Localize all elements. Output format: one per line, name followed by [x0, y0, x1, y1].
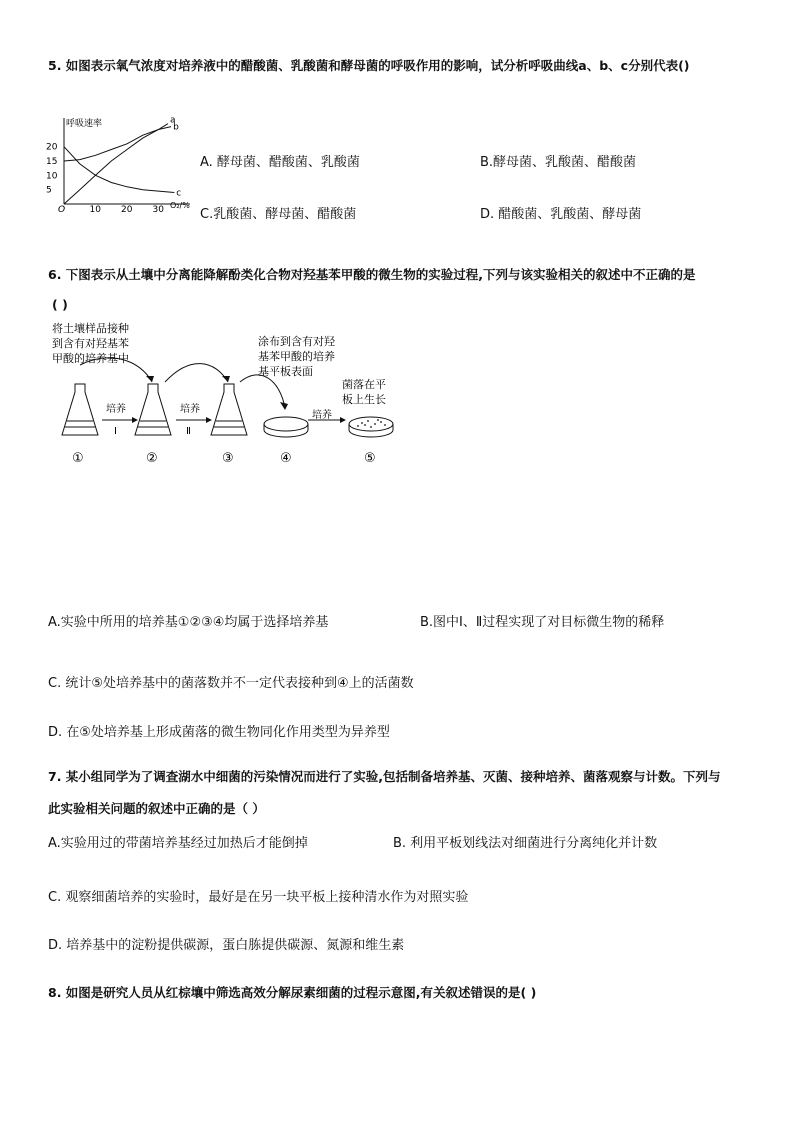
- y-tick-label: 15: [46, 157, 58, 167]
- q5-option-c[interactable]: C.乳酸菌、酵母菌、醋酸菌: [200, 207, 357, 222]
- q6-stem: 6. 下图表示从土壤中分离能降解酚类化合物对羟基苯甲酸的微生物的实验过程,下列与该实验相关的叙述中不正确的是: [48, 267, 696, 282]
- q5-option-a[interactable]: A. 酵母菌、醋酸菌、乳酸菌: [200, 155, 360, 170]
- x-tick-label: 10: [89, 205, 101, 212]
- origin-label: O: [58, 205, 66, 212]
- q7-stem-line-1: 7. 某小组同学为了调查湖水中细菌的污染情况而进行了实验,包括制备培养基、灭菌、接种培养、菌落观察与计数。下列与: [48, 769, 721, 784]
- y-tick-label: 5: [46, 185, 52, 196]
- q6-label-2-line-1: 涂布到含有对羟: [258, 335, 335, 348]
- arrow-1-label: 培养: [106, 404, 126, 415]
- plate-5: [349, 417, 393, 431]
- num-5: ⑤: [364, 451, 376, 466]
- num-2: ②: [146, 451, 158, 466]
- series-label-b: b: [173, 122, 179, 133]
- y-axis-label: 呼吸速率: [66, 119, 103, 129]
- q6-label-1-line-2: 到含有对羟基苯: [52, 337, 129, 350]
- curve-arrow-3: [240, 375, 285, 408]
- q6-label-3-line-1: 菌落在平: [342, 378, 386, 391]
- arrow-1-sub: Ⅰ: [114, 426, 117, 437]
- q5-stem: 5. 如图表示氧气浓度对培养液中的醋酸菌、乳酸菌和酵母菌的呼吸作用的影响，试分析呼吸曲线a、b、c分别代表(): [48, 58, 690, 73]
- x-tick-label: 30: [152, 205, 164, 212]
- q6-option-d[interactable]: D. 在⑤处培养基上形成菌落的微生物同化作用类型为异养型: [48, 725, 390, 740]
- q6-option-c[interactable]: C. 统计⑤处培养基中的菌落数并不一定代表接种到④上的活菌数: [48, 676, 414, 691]
- q5-chart: [40, 112, 200, 212]
- q6-label-2-line-2: 基苯甲酸的培养: [258, 350, 335, 363]
- q5-option-d[interactable]: D. 醋酸菌、乳酸菌、酵母菌: [480, 207, 642, 222]
- series-label-a: a: [169, 115, 176, 126]
- q7-option-d[interactable]: D. 培养基中的淀粉提供碳源，蛋白胨提供碳源、氮源和维生素: [48, 938, 405, 953]
- num-1: ①: [72, 451, 84, 466]
- y-tick-label: 10: [46, 171, 58, 182]
- q6-option-b[interactable]: B.图中Ⅰ、Ⅱ过程实现了对目标微生物的稀释: [420, 615, 665, 630]
- x-axis-label: O₂/%: [170, 201, 190, 210]
- q7-stem-line-2: 此实验相关问题的叙述中正确的是（ ）: [48, 801, 265, 816]
- arrow-2-label: 培养: [180, 404, 200, 415]
- x-tick-label: 20: [121, 205, 133, 212]
- series-line-c: [64, 147, 174, 193]
- q7-option-c[interactable]: C. 观察细菌培养的实验时，最好是在另一块平板上接种清水作为对照实验: [48, 890, 469, 905]
- num-4: ④: [280, 451, 292, 466]
- q6-paren: ( ): [52, 297, 68, 312]
- curve-arrow-2: [165, 364, 228, 382]
- q6-label-3-line-2: 板上生长: [342, 393, 386, 406]
- plate-4: [264, 417, 308, 431]
- q7-option-a[interactable]: A.实验用过的带菌培养基经过加热后才能倒掉: [48, 836, 308, 851]
- arrow-3-label: 培养: [312, 410, 332, 421]
- q7-option-b[interactable]: B. 利用平板划线法对细菌进行分离纯化并计数: [393, 836, 658, 851]
- y-tick-label: 20: [46, 142, 58, 153]
- q6-diagram: [40, 320, 420, 470]
- q6-label-1-line-1: 将土壤样品接种: [52, 322, 129, 335]
- arrow-2-sub: Ⅱ: [186, 426, 191, 437]
- q8-stem: 8. 如图是研究人员从红棕壤中筛选高效分解尿素细菌的过程示意图,有关叙述错误的是( ): [48, 985, 537, 1000]
- q6-option-a[interactable]: A.实验中所用的培养基①②③④均属于选择培养基: [48, 615, 329, 630]
- q5-option-b[interactable]: B.酵母菌、乳酸菌、醋酸菌: [480, 155, 637, 170]
- series-label-c: c: [176, 188, 182, 199]
- q6-label-2-line-3: 基平板表面: [258, 365, 313, 378]
- q6-label-1-line-3: 甲酸的培养基中: [52, 352, 129, 365]
- num-3: ③: [222, 451, 234, 466]
